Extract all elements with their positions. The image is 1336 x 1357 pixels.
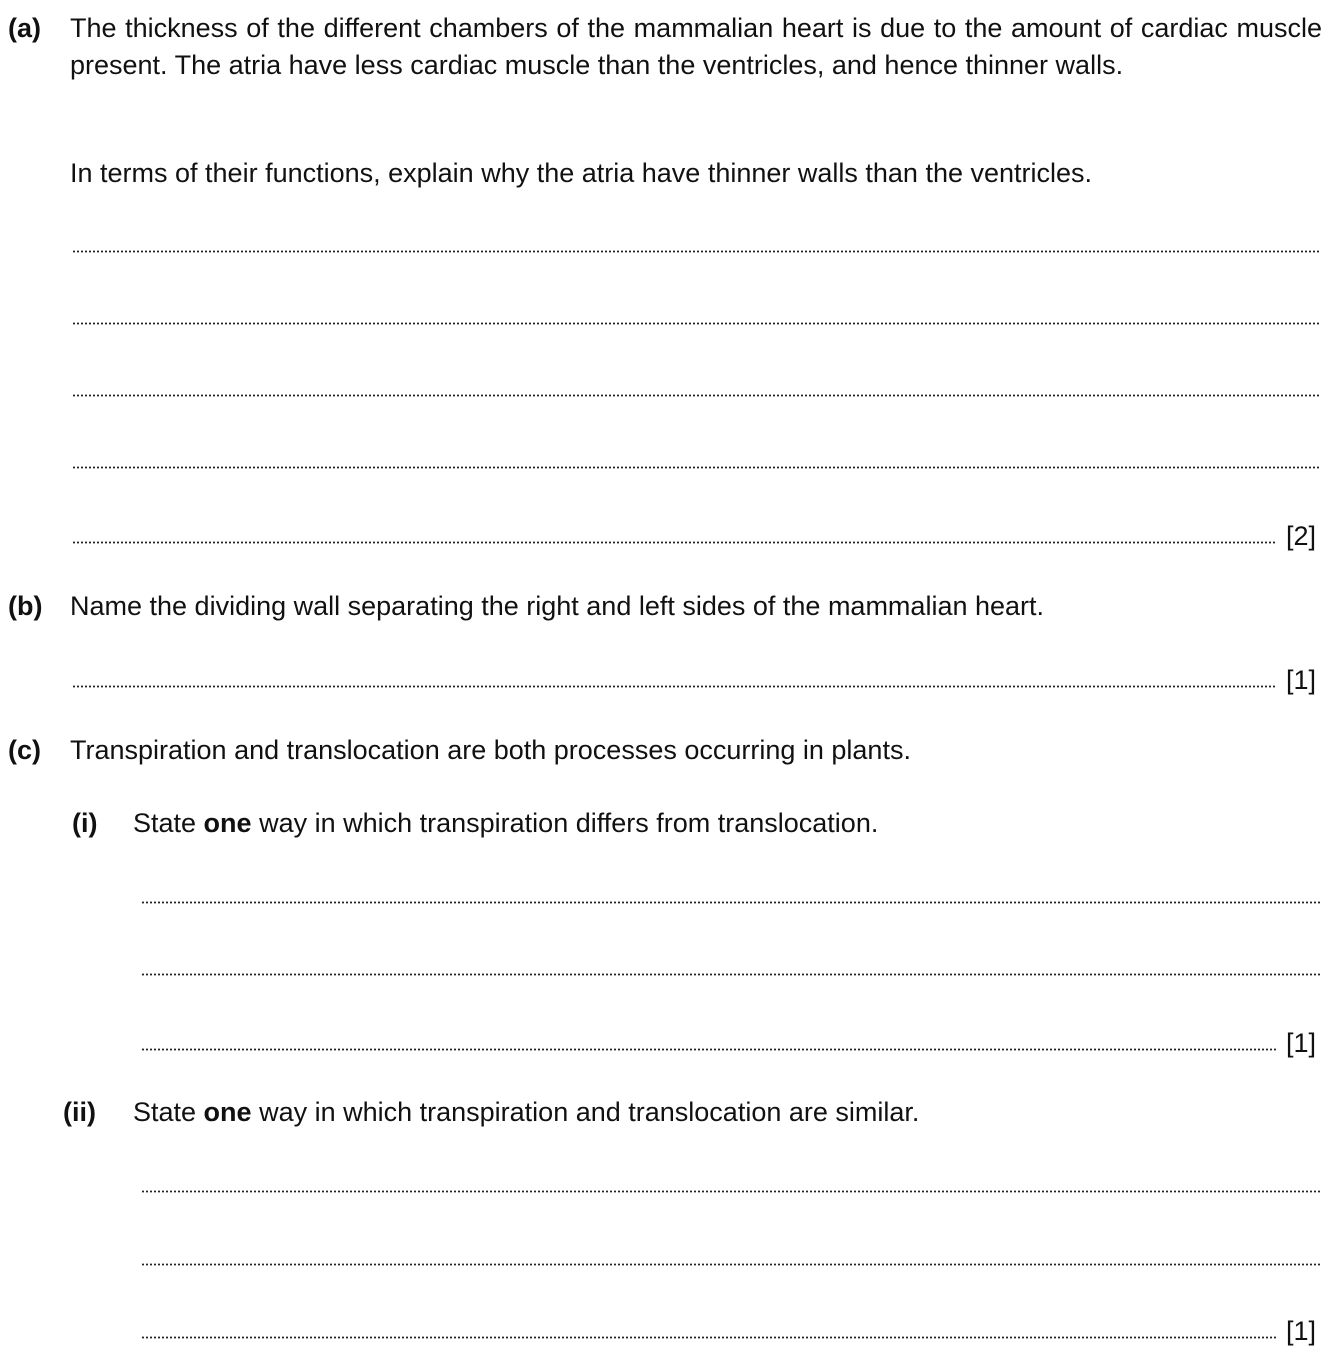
part-c-i-mark: [1] bbox=[1286, 1028, 1317, 1058]
part-c-ii-emphasis: one bbox=[203, 1097, 252, 1127]
part-c-intro: Transpiration and translocation are both processes occurring in plants. bbox=[70, 735, 911, 765]
part-c-i-prefix: State bbox=[133, 808, 204, 838]
answer-line-a-5[interactable] bbox=[72, 541, 1276, 544]
answer-line-a-3[interactable] bbox=[72, 394, 1320, 397]
answer-line-c-i-2[interactable] bbox=[141, 973, 1320, 976]
part-b-mark: [1] bbox=[1286, 665, 1317, 695]
part-c-ii-suffix: way in which transpiration and translocation are similar. bbox=[251, 1097, 920, 1127]
part-c-i-label: (i) bbox=[72, 808, 98, 838]
answer-line-c-ii-3[interactable] bbox=[141, 1336, 1276, 1339]
answer-line-b-1[interactable] bbox=[72, 685, 1276, 688]
part-c-i-question bbox=[133, 805, 878, 841]
answer-line-c-ii-1[interactable] bbox=[141, 1190, 1320, 1193]
part-c-i-suffix: way in which transpiration differs from translocation. bbox=[251, 808, 879, 838]
part-a-question: In terms of their functions, explain why the atria have thinner walls than the ventricles. bbox=[70, 158, 1093, 188]
answer-line-c-i-3[interactable] bbox=[141, 1048, 1276, 1051]
answer-line-c-ii-2[interactable] bbox=[141, 1263, 1320, 1266]
part-a-mark: [2] bbox=[1286, 521, 1317, 551]
answer-line-c-i-1[interactable] bbox=[141, 901, 1320, 904]
part-b-label: (b) bbox=[8, 591, 43, 621]
part-c-ii-prefix: State bbox=[133, 1097, 204, 1127]
answer-line-a-1[interactable] bbox=[72, 250, 1320, 253]
part-a-intro: The thickness of the different chambers of the mammalian heart is due to the amount of cardiac muscle present. The atria have less cardiac muscle than the ventricles, and hence thinner walls. bbox=[70, 13, 1322, 80]
part-c-i-emphasis: one bbox=[203, 808, 252, 838]
part-a-label: (a) bbox=[8, 13, 41, 43]
part-c-label: (c) bbox=[8, 735, 41, 765]
answer-line-a-2[interactable] bbox=[72, 322, 1320, 325]
part-c-ii-label: (ii) bbox=[63, 1097, 96, 1127]
part-b-question: Name the dividing wall separating the right and left sides of the mammalian heart. bbox=[70, 591, 1045, 621]
answer-line-a-4[interactable] bbox=[72, 466, 1320, 469]
part-c-ii-mark: [1] bbox=[1286, 1316, 1317, 1346]
part-c-ii-question bbox=[133, 1094, 919, 1130]
